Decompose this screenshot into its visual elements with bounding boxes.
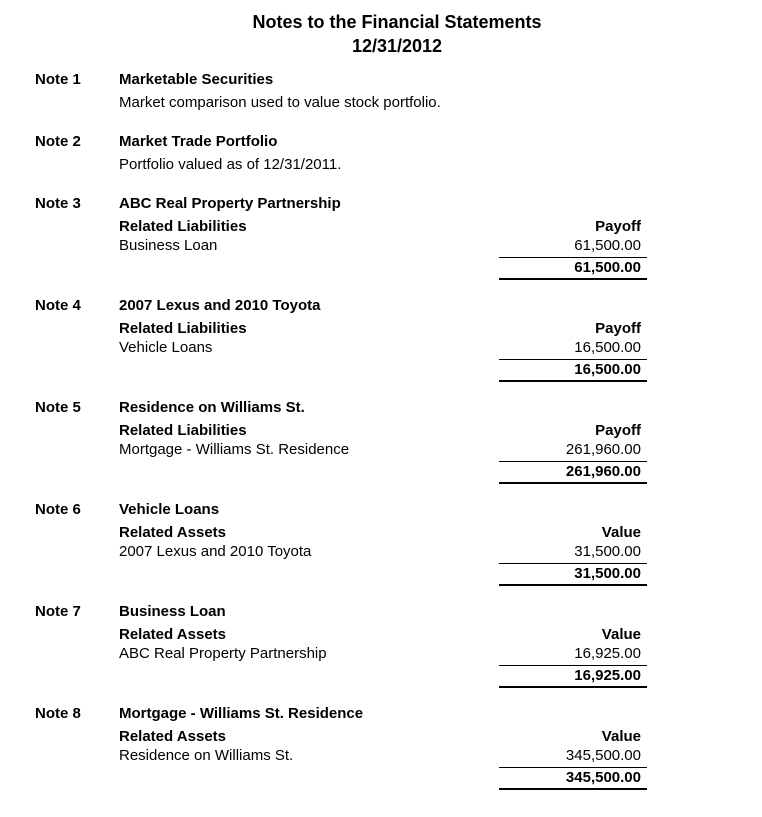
related-section-label: Related Assets (119, 728, 226, 745)
subtotal-rule (499, 767, 647, 768)
total-rule (499, 482, 647, 484)
subtotal-rule (499, 563, 647, 564)
note-label: Note 4 (35, 297, 81, 314)
related-section-label: Related Assets (119, 524, 226, 541)
note-label: Note 2 (35, 133, 81, 150)
note-label: Note 3 (35, 195, 81, 212)
line-item: Mortgage - Williams St. Residence (119, 441, 350, 458)
statement-date: 12/31/2012 (351, 36, 443, 56)
note-heading: Residence on Williams St. (119, 399, 305, 416)
total-amount: 345,500.00 (565, 769, 641, 786)
column-header: Value (601, 524, 641, 541)
line-amount: 345,500.00 (565, 747, 641, 764)
note-label: Note 7 (35, 603, 81, 620)
column-header: Value (601, 728, 641, 745)
line-item: 2007 Lexus and 2010 Toyota (119, 543, 312, 560)
column-header: Payoff (595, 320, 641, 337)
subtotal-rule (499, 665, 647, 666)
total-rule (499, 584, 647, 586)
related-section-label: Related Liabilities (119, 320, 247, 337)
note-5 (0, 399, 762, 499)
line-amount: 16,500.00 (574, 339, 641, 356)
line-item: ABC Real Property Partnership (119, 645, 327, 662)
line-amount: 61,500.00 (574, 237, 641, 254)
note-7 (0, 603, 762, 703)
note-3 (0, 195, 762, 295)
column-header: Payoff (595, 218, 641, 235)
subtotal-rule (499, 461, 647, 462)
subtotal-rule (499, 359, 647, 360)
subtotal-rule (499, 257, 647, 258)
total-amount: 261,960.00 (565, 463, 641, 480)
related-section-label: Related Assets (119, 626, 226, 643)
line-item: Residence on Williams St. (119, 747, 294, 764)
related-section-label: Related Liabilities (119, 422, 247, 439)
column-header: Value (601, 626, 641, 643)
note-description: Portfolio valued as of 12/31/2011. (119, 156, 342, 173)
note-heading: ABC Real Property Partnership (119, 195, 341, 212)
total-rule (499, 380, 647, 382)
document-title: Notes to the Financial Statements (252, 12, 542, 32)
total-rule (499, 788, 647, 790)
note-6 (0, 501, 762, 601)
note-heading: Marketable Securities (119, 71, 274, 88)
note-heading: Vehicle Loans (119, 501, 220, 518)
note-label: Note 6 (35, 501, 81, 518)
total-amount: 16,500.00 (574, 361, 641, 378)
note-description: Market comparison used to value stock portfolio. (119, 94, 441, 111)
note-heading: Business Loan (119, 603, 226, 620)
total-amount: 16,925.00 (574, 667, 641, 684)
total-amount: 61,500.00 (574, 259, 641, 276)
note-heading: 2007 Lexus and 2010 Toyota (119, 297, 321, 314)
note-heading: Market Trade Portfolio (119, 133, 278, 150)
related-section-label: Related Liabilities (119, 218, 247, 235)
note-4 (0, 297, 762, 397)
total-rule (499, 278, 647, 280)
note-label: Note 5 (35, 399, 81, 416)
line-amount: 261,960.00 (565, 441, 641, 458)
line-item: Vehicle Loans (119, 339, 213, 356)
line-amount: 31,500.00 (574, 543, 641, 560)
total-amount: 31,500.00 (574, 565, 641, 582)
line-amount: 16,925.00 (574, 645, 641, 662)
total-rule (499, 686, 647, 688)
note-8 (0, 705, 762, 805)
note-heading: Mortgage - Williams St. Residence (119, 705, 364, 722)
note-label: Note 1 (35, 71, 81, 88)
column-header: Payoff (595, 422, 641, 439)
note-label: Note 8 (35, 705, 81, 722)
line-item: Business Loan (119, 237, 218, 254)
